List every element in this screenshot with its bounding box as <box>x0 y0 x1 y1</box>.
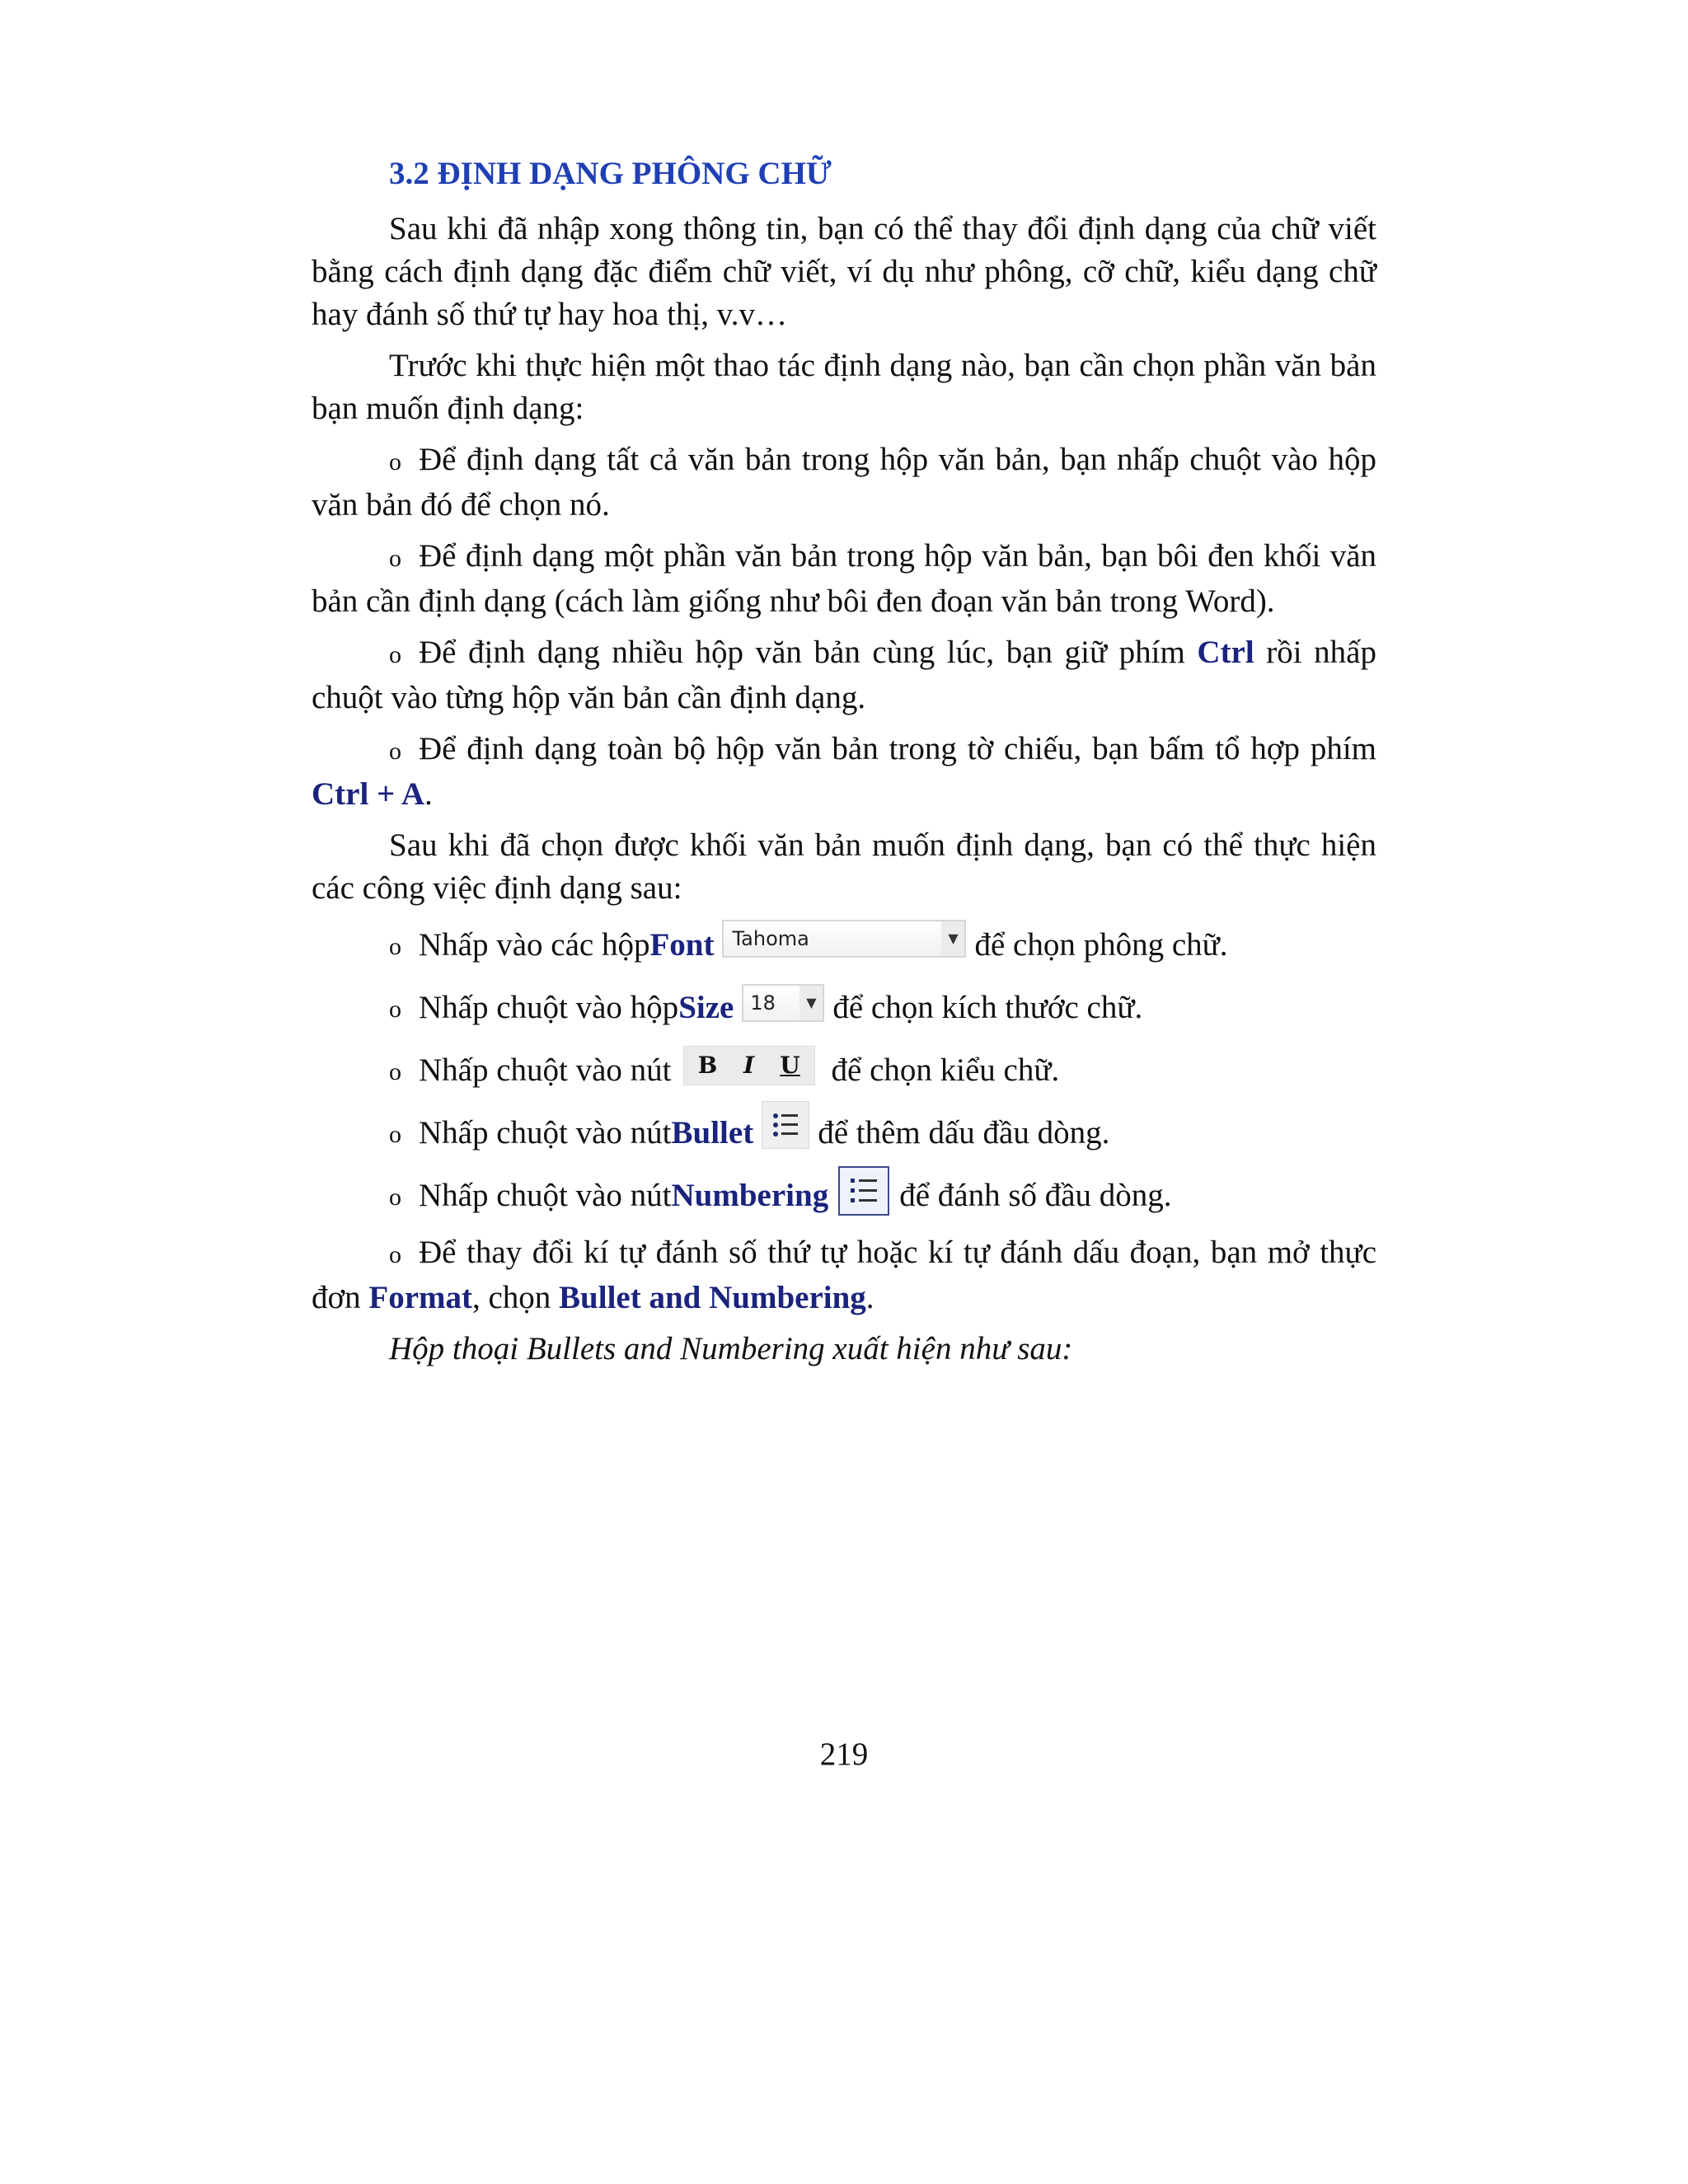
bullet-item-multiple-boxes <box>312 631 1376 719</box>
keyword-format: Format <box>368 1280 472 1315</box>
font-combo-value: Tahoma <box>732 927 809 950</box>
bullet-marker: o <box>389 641 401 668</box>
bullet-marker: o <box>389 545 401 572</box>
bullet-marker: o <box>389 995 401 1023</box>
bullet-text: rồi nhấp chuột vào từng hộp văn bản cần định dạng. <box>312 635 1376 715</box>
bullet-item-all-text <box>312 438 1376 527</box>
option-bullet: o Nhấp chuột vào nút Bullet để thêm dấu đầu dòng. <box>312 1106 1376 1160</box>
bullet-item-format-menu: o Để thay đổi kí tự đánh số thứ tự hoặc kí tự đánh dấu đoạn, bạn mở thực đơn Format, chọn Bullet and Numbering. <box>312 1231 1376 1319</box>
underline-button[interactable]: U <box>780 1052 800 1079</box>
font-combo-box[interactable] <box>722 920 966 958</box>
bullet-marker: o <box>389 1241 401 1268</box>
italic-button[interactable]: I <box>743 1052 755 1079</box>
option-style: o Nhấp chuột vào nút B I U để chọn kiểu chữ. <box>312 1043 1376 1098</box>
bullet-item-all-boxes: o Để định dạng toàn bộ hộp văn bản trong tờ chiếu, bạn bấm tổ hợp phím Ctrl + A. <box>312 728 1376 816</box>
dialog-caption: Hộp thoại Bullets and Numbering xuất hiện như sau: <box>389 1331 1073 1366</box>
option-size: o Nhấp chuột vào hộp Size 18 ▼ để chọn kích thước chữ. <box>312 981 1376 1035</box>
bullet-text: Để định dạng toàn bộ hộp văn bản trong tờ chiếu, bạn bấm tổ hợp phím <box>419 731 1376 766</box>
bold-button[interactable]: B <box>697 1052 718 1079</box>
bullet-marker: o <box>389 932 401 960</box>
keyword-font: Font <box>649 927 715 963</box>
bullet-text: Để định dạng tất cả văn bản trong hộp văn bản, bạn nhấp chuột vào hộp văn bản đó để chọn nó. <box>312 442 1376 523</box>
paragraph-select-first: Trước khi thực hiện một thao tác định dạng nào, bạn cần chọn phần văn bản bạn muốn định dạng: <box>312 348 1376 426</box>
keyword-ctrl: Ctrl <box>1197 635 1254 670</box>
font-style-toolbar <box>683 1046 815 1085</box>
option-font: o Nhấp vào các hộp Font Tahoma ▼ để chọn phông chữ. <box>312 918 1376 972</box>
bullet-marker: o <box>389 738 401 765</box>
paragraph-intro: Sau khi đã nhập xong thông tin, bạn có thể thay đổi định dạng của chữ viết bằng cách định dạng đặc điểm chữ viết, ví dụ như phông, cỡ chữ, kiểu dạng chữ hay đánh số thứ tự hay hoa thị, v.v… <box>312 211 1376 332</box>
size-combo-box[interactable] <box>742 984 824 1022</box>
keyword-size: Size <box>678 990 734 1025</box>
section-heading: 3.2 ĐỊNH DẠNG PHÔNG CHỮ <box>389 156 832 191</box>
bullet-list-icon[interactable] <box>762 1101 809 1149</box>
bullet-marker: o <box>389 448 401 476</box>
bullet-marker: o <box>389 1120 401 1148</box>
bullet-text: Để định dạng một phần văn bản trong hộp văn bản, bạn bôi đen khối văn bản cần định dạng (cách làm giống như bôi đen đoạn văn bản trong Word). <box>312 538 1376 619</box>
keyword-numbering: Numbering <box>671 1178 829 1213</box>
paragraph-after-select: Sau khi đã chọn được khối văn bản muốn định dạng, bạn có thể thực hiện các công việc định dạng sau: <box>312 827 1376 906</box>
body-text <box>312 208 1376 1379</box>
keyword-ctrl-a: Ctrl + A <box>312 776 425 812</box>
bullet-text: Để định dạng nhiều hộp văn bản cùng lúc, bạn giữ phím <box>419 635 1198 670</box>
option-numbering: o Nhấp chuột vào nút Numbering để đánh số đầu dòng. <box>312 1169 1376 1223</box>
bullet-marker: o <box>389 1057 401 1085</box>
bullet-marker: o <box>389 1183 401 1211</box>
size-combo-value: 18 <box>750 991 776 1015</box>
keyword-bullet-and-numbering: Bullet and Numbering <box>559 1280 866 1315</box>
chevron-down-icon[interactable]: ▼ <box>941 921 964 956</box>
chevron-down-icon[interactable]: ▼ <box>799 986 823 1020</box>
numbered-list-icon[interactable] <box>838 1166 889 1216</box>
page-number: 219 <box>819 1736 869 1772</box>
bullet-item-part-text <box>312 535 1376 623</box>
keyword-bullet: Bullet <box>671 1115 754 1151</box>
